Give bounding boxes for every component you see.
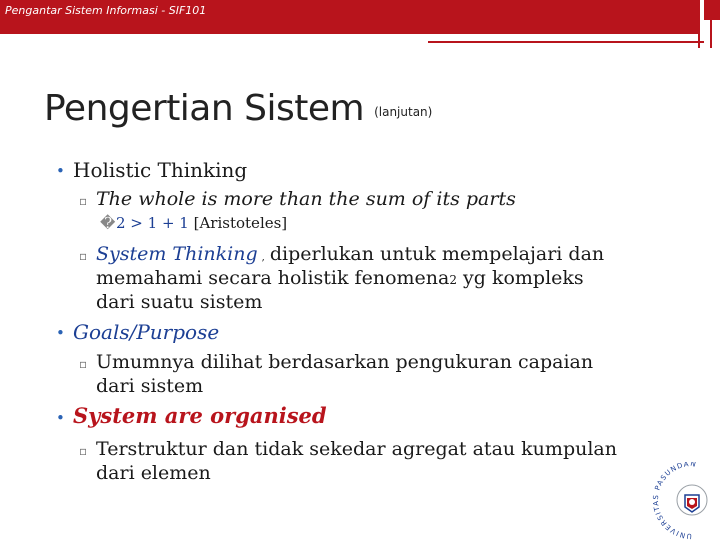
- bullet-dot: •: [56, 324, 65, 342]
- bullet-dot: •: [56, 162, 65, 180]
- header-corner-line: [710, 20, 712, 48]
- university-seal-icon: [652, 462, 720, 540]
- system-thinking-term: System Thinking: [96, 243, 258, 265]
- system-thinking-comma: ,: [261, 252, 265, 263]
- bullet-holistic: [56, 158, 248, 182]
- header-divider-horizontal: [428, 41, 704, 43]
- title-main: Pengertian Sistem: [44, 88, 365, 129]
- detail-source: [Aristoteles]: [193, 214, 288, 232]
- header-corner-block: [704, 0, 720, 20]
- system-thinking-line2: [96, 266, 584, 292]
- sub-bullet-square: ▫: [79, 194, 88, 208]
- system-thinking-line2-end: yg kompleks: [463, 267, 584, 289]
- bullet-organised: [56, 403, 327, 428]
- title-suffix: (lanjutan): [374, 105, 433, 119]
- sub-organised-line1: Terstruktur dan tidak sekedar agregat atau kumpulan: [96, 438, 617, 460]
- missing-glyph-icon: �: [100, 214, 116, 232]
- bullet-holistic-label: Holistic Thinking: [73, 158, 248, 182]
- sub-goals-line2: dari sistem: [96, 375, 204, 397]
- sub-organised-line2: dari elemen: [96, 462, 211, 484]
- sub-goals-line1: Umumnya dilihat berdasarkan pengukuran capaian: [96, 351, 594, 373]
- detail-equation: 2 > 1 + 1: [116, 214, 189, 232]
- bullet-goals-label: Goals/Purpose: [73, 320, 220, 344]
- sub-organised: [79, 437, 617, 461]
- sub-whole-sum: [79, 187, 516, 211]
- bullet-organised-label: System are organised: [73, 403, 327, 428]
- svg-text:UNIVERSITAS PASUNDAN: UNIVERSITAS PASUNDAN: [652, 462, 698, 540]
- bullet-goals: [56, 320, 220, 344]
- sub-bullet-square: ▫: [79, 444, 88, 458]
- bullet-dot: •: [56, 409, 65, 427]
- sub-bullet-square: ▫: [79, 357, 88, 371]
- system-thinking-line2-sub: 2: [449, 273, 457, 287]
- sub-bullet-square: ▫: [79, 249, 88, 263]
- system-thinking-line1: diperlukan untuk mempelajari dan: [269, 243, 605, 265]
- detail-aristoteles: [100, 211, 288, 235]
- system-thinking-line2-text: memahami secara holistik fenomena: [96, 267, 450, 289]
- system-thinking-line3: dari suatu sistem: [96, 291, 263, 313]
- course-label: Pengantar Sistem Informasi - SIF101: [5, 4, 207, 17]
- sub-whole-sum-text: The whole is more than the sum of its parts: [96, 188, 516, 210]
- slide-title: [44, 88, 432, 129]
- sub-goals: [79, 350, 594, 374]
